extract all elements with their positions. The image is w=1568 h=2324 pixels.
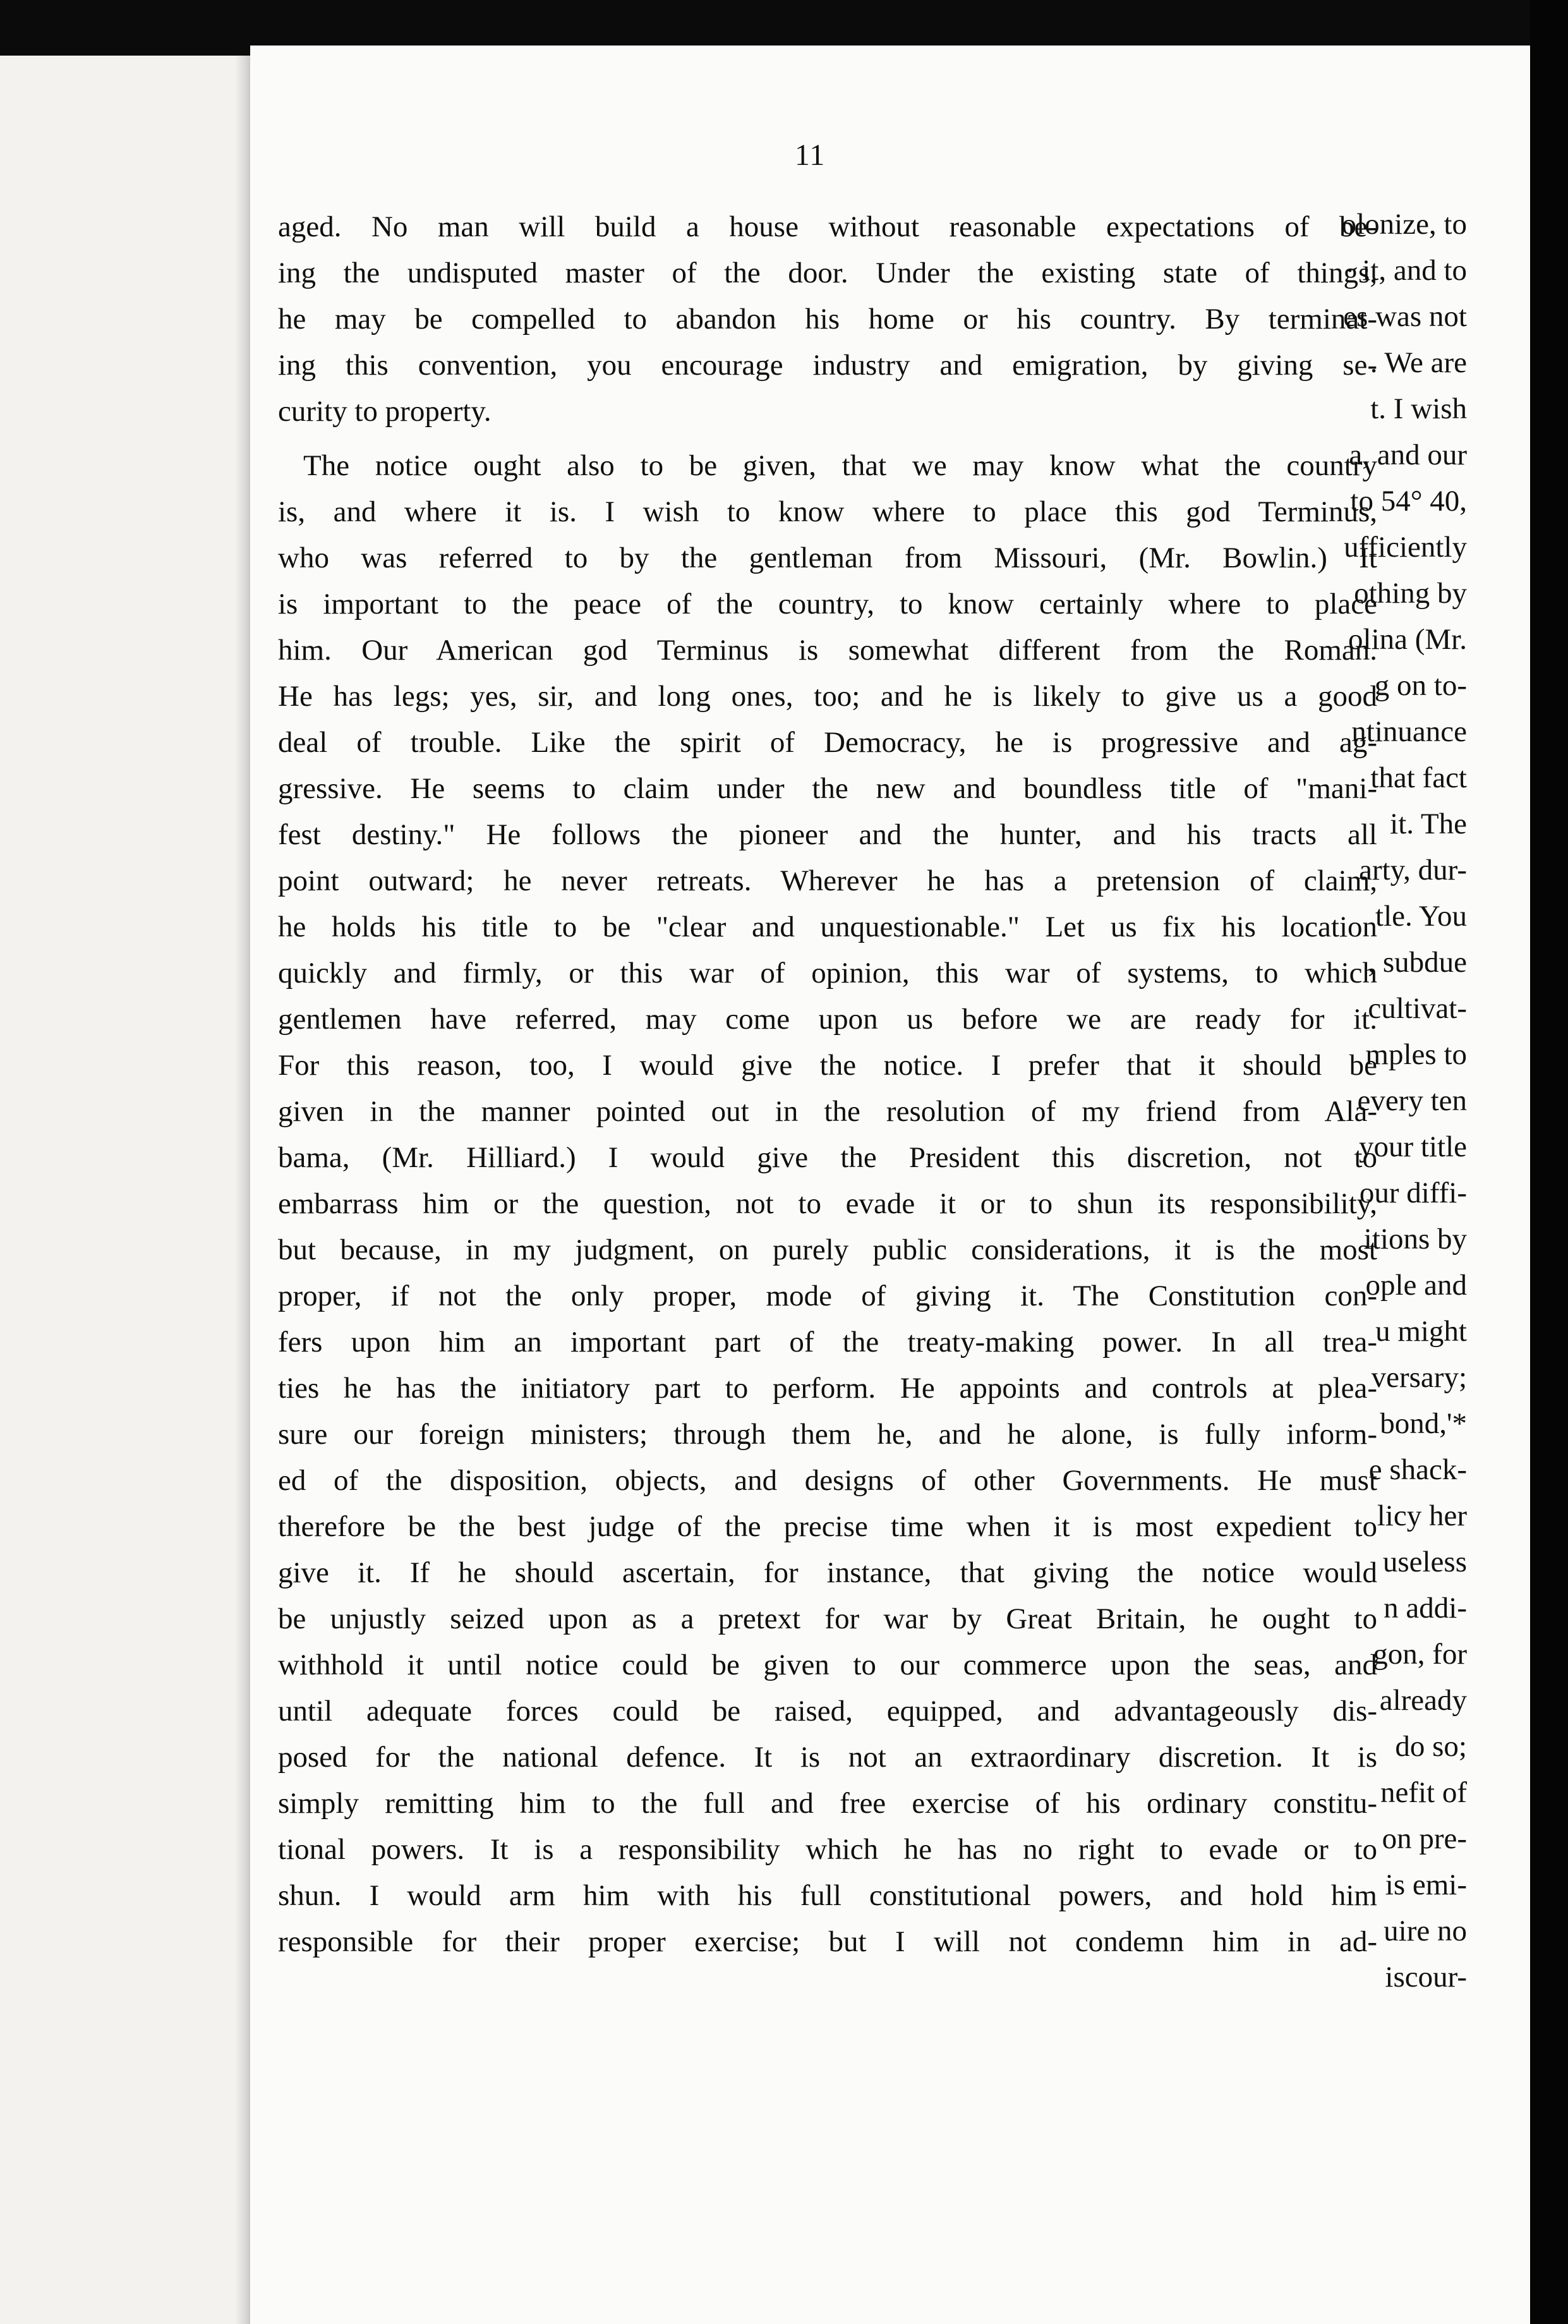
text-line: he holds his title to be "clear and unquestionable." Let us fix his location — [278, 911, 1377, 943]
left-text-line: useless — [1382, 1546, 1467, 1578]
text-line: For this reason, too, I would give the notice. I prefer that it should be — [278, 1049, 1377, 1082]
text-line: gentlemen have referred, may come upon us before we are ready for it. — [278, 1003, 1377, 1036]
text-line: tional powers. It is a responsibility which he has no right to evade or to — [278, 1833, 1377, 1866]
left-text-line: nefit of — [1380, 1776, 1467, 1809]
left-text-line: do so; — [1395, 1730, 1467, 1763]
left-text-line: ufficiently — [1344, 531, 1467, 564]
text-line: give it. If he should ascertain, for instance, that giving the notice would — [278, 1556, 1377, 1589]
text-line: fers upon him an important part of the treaty-making power. In all trea- — [278, 1326, 1377, 1359]
left-text-line: uire no — [1384, 1915, 1467, 1947]
left-text-line: ntinuance — [1351, 715, 1467, 748]
text-line: is important to the peace of the country, to know certainly where to place — [278, 588, 1377, 620]
text-line: who was referred to by the gentleman from Missouri, (Mr. Bowlin.) It — [278, 542, 1377, 574]
text-line: ties he has the initiatory part to perform. He appoints and controls at plea- — [278, 1372, 1377, 1405]
left-text-line: that fact — [1370, 761, 1467, 794]
text-line: proper, if not the only proper, mode of giving it. The Constitution con- — [278, 1280, 1377, 1312]
text-line: quickly and firmly, or this war of opinion, this war of systems, to which — [278, 957, 1377, 990]
left-text-line: a, and our — [1349, 439, 1467, 471]
text-line: fest destiny." He follows the pioneer and the hunter, and his tracts all — [278, 818, 1377, 851]
text-line: ing this convention, you encourage industry and emigration, by giving se- — [278, 349, 1377, 382]
text-line: sure our foreign ministers; through them he, and he alone, is fully inform- — [278, 1418, 1377, 1451]
text-line: deal of trouble. Like the spirit of Democracy, he is progressive and ag- — [278, 726, 1377, 759]
left-text-line: , subdue — [1368, 946, 1467, 979]
left-text-line: it. The — [1390, 808, 1467, 840]
text-line: responsible for their proper exercise; but I will not condemn him in ad- — [278, 1925, 1377, 1958]
left-text-line: tle. You — [1375, 900, 1467, 933]
left-text-line: versary; — [1371, 1361, 1467, 1394]
left-text-line: already — [1379, 1684, 1467, 1717]
text-line: until adequate forces could be raised, equipped, and advantageously dis- — [278, 1695, 1377, 1728]
text-line: aged. No man will build a house without reasonable expectations of be- — [278, 210, 1377, 243]
left-text-line: arty, dur- — [1359, 854, 1467, 887]
text-line: he may be compelled to abandon his home or his country. By terminat- — [278, 303, 1377, 336]
text-line: simply remitting him to the full and free exercise of his ordinary constitu- — [278, 1787, 1377, 1820]
left-text-line: cultivat- — [1368, 992, 1467, 1025]
text-line: gressive. He seems to claim under the new and boundless title of "mani- — [278, 772, 1377, 805]
left-text-line: olina (Mr. — [1348, 623, 1467, 656]
text-line: withhold it until notice could be given to our commerce upon the seas, and — [278, 1649, 1377, 1681]
text-line: him. Our American god Terminus is somewhat different from the Roman. — [278, 634, 1377, 667]
left-text-line: every ten — [1357, 1084, 1467, 1117]
text-line: ing the undisputed master of the door. Under the existing state of things, — [278, 257, 1377, 289]
text-line: ed of the disposition, objects, and designs of other Governments. He must — [278, 1464, 1377, 1497]
left-text-line: t. I wish — [1370, 392, 1467, 425]
text-line: is, and where it is. I wish to know where to place this god Terminus, — [278, 495, 1377, 528]
left-text-line: othing by — [1354, 577, 1467, 610]
left-text-line: on pre- — [1382, 1822, 1467, 1855]
left-text-line: ople and — [1365, 1269, 1467, 1302]
left-text-line: itions by — [1363, 1223, 1467, 1256]
left-text-line: u might — [1375, 1315, 1467, 1348]
text-line: He has legs; yes, sir, and long ones, too; and he is likely to give us a good — [278, 680, 1377, 713]
left-text-line: is emi- — [1385, 1868, 1467, 1901]
text-line: embarrass him or the question, not to evade it or to shun its responsibility, — [278, 1187, 1377, 1220]
page-number: 11 — [795, 138, 826, 172]
text-line: point outward; he never retreats. Wherever he has a pretension of claim, — [278, 864, 1377, 897]
left-text-line: gon, for — [1373, 1638, 1467, 1671]
text-line: but because, in my judgment, on purely public considerations, it is the most — [278, 1233, 1377, 1266]
left-text-line: · it, and to — [1344, 254, 1467, 287]
left-text-line: bond,'* — [1380, 1407, 1467, 1440]
text-line: bama, (Mr. Hilliard.) I would give the President this discretion, not to — [278, 1141, 1377, 1174]
text-line: shun. I would arm him with his full constitutional powers, and hold him — [278, 1879, 1377, 1912]
left-text-line: your title — [1359, 1130, 1467, 1163]
text-line: posed for the national defence. It is not an extraordinary discretion. It is — [278, 1741, 1377, 1774]
text-line: therefore be the best judge of the precise time when it is most expedient to — [278, 1510, 1377, 1543]
left-text-line: our diffi- — [1359, 1177, 1467, 1209]
left-text-line: e shack- — [1368, 1453, 1467, 1486]
text-line: be unjustly seized upon as a pretext for war by Great Britain, he ought to — [278, 1602, 1377, 1635]
left-text-line: . We are — [1370, 346, 1467, 379]
left-text-line: iscour- — [1385, 1961, 1467, 1994]
paragraph-start-line: The notice ought also to be given, that we may know what the country — [303, 449, 1377, 482]
left-text-line: olonize, to — [1341, 208, 1467, 241]
left-text-line: to 54° 40, — [1350, 485, 1467, 517]
left-text-line: es was not — [1343, 300, 1467, 333]
text-line: given in the manner pointed out in the resolution of my friend from Ala- — [278, 1095, 1377, 1128]
left-text-line: g on to- — [1374, 669, 1467, 702]
left-text-line: mples to — [1365, 1038, 1467, 1071]
text-line: curity to property. — [278, 395, 492, 428]
left-text-line: n addi- — [1384, 1592, 1467, 1625]
left-text-line: licy her — [1377, 1499, 1467, 1532]
